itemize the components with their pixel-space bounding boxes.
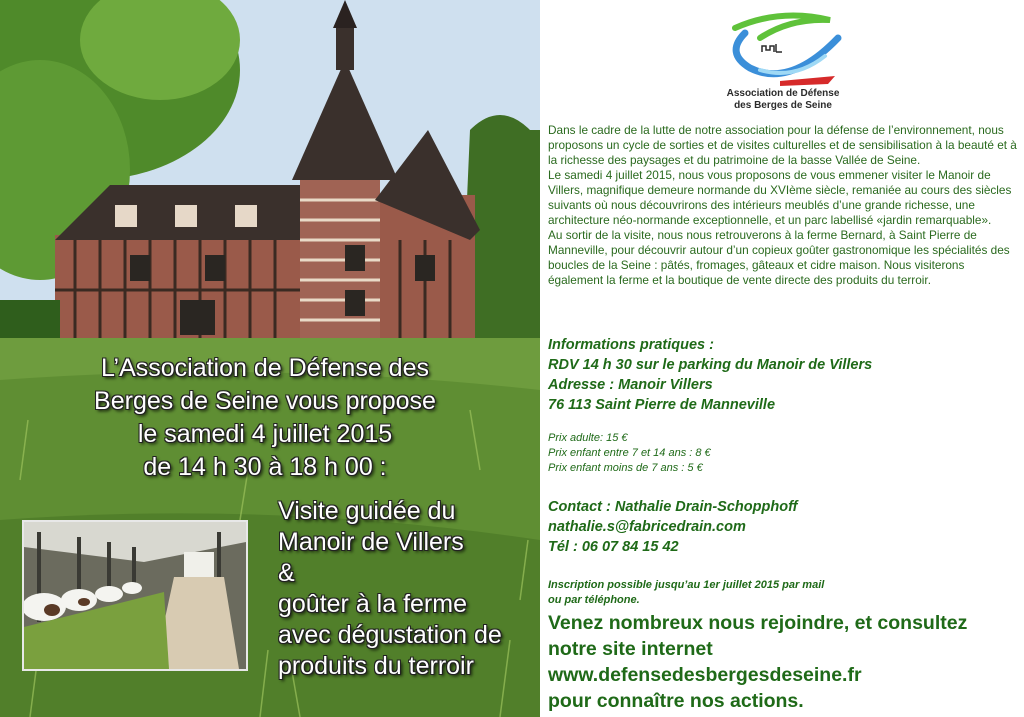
- info-line: RDV 14 h 30 sur le parking du Manoir de Villers: [548, 357, 873, 373]
- info-line: 76 113 Saint Pierre de Manneville: [548, 397, 776, 413]
- info-title: Informations pratiques :: [548, 337, 714, 353]
- intro-text: [548, 123, 1020, 288]
- registration-line: ou par téléphone.: [548, 594, 640, 606]
- headline-line: de 14 h 30 à 18 h 00 :: [143, 453, 387, 481]
- info-panel: [540, 0, 1024, 717]
- visit-line: Manoir de Villers: [278, 528, 464, 556]
- price-item: Prix enfant moins de 7 ans : 5 €: [548, 462, 703, 474]
- visit-line: goûter à la ferme: [278, 590, 467, 618]
- cta-line: Venez nombreux nous rejoindre, et consultez: [548, 612, 968, 634]
- contact-email: nathalie.s@fabricedrain.com: [548, 519, 746, 535]
- price-item: Prix adulte: 15 €: [548, 432, 628, 444]
- cta-line: pour connaître nos actions.: [548, 690, 804, 712]
- farm-inset-photo: [22, 520, 248, 671]
- headline-line: le samedi 4 juillet 2015: [137, 420, 393, 448]
- visit-line: Visite guidée du: [278, 497, 456, 525]
- logo-caption: [708, 88, 858, 112]
- contact-phone: Tél : 06 07 84 15 42: [548, 539, 679, 555]
- visit-line: &: [278, 559, 295, 587]
- event-headline: [60, 352, 470, 484]
- website-url: www.defensedesbergesdeseine.fr: [548, 664, 862, 686]
- contact-name: Contact : Nathalie Drain-Schopphoff: [548, 499, 798, 515]
- visit-line: produits du terroir: [278, 652, 474, 680]
- intro-paragraph: Au sortir de la visite, nous nous retrouverons à la ferme Bernard, à Saint Pierre de Manneville, pour découvrir autour d’un copieux goûter gastronomique les spécialités des boucles de la Seine : pâtés, fromages, gâteaux et cidre maison. Nous visiterons également la ferme et la boutique de vente directe des produits du terroir.: [548, 228, 1010, 287]
- headline-line: L’Association de Défense des: [101, 354, 429, 382]
- price-list: [548, 431, 1018, 476]
- barn-scene: [24, 522, 246, 669]
- headline-line: Berges de Seine vous propose: [94, 387, 436, 415]
- registration-note: [548, 578, 1018, 608]
- intro-paragraph: Le samedi 4 juillet 2015, nous vous proposons de vous emmener visiter le Manoir de Villers, magnifique demeure normande du XVIème siècle, remaniée au cours des siècles suivants où nous découvrirons des intérieurs meublés d’une grande richesse, une architecture néo-normande exceptionnelle, et un parc labellisé «jardin remarquable».: [548, 168, 1012, 227]
- cta-line: notre site internet: [548, 638, 713, 660]
- call-to-action: [548, 610, 1022, 714]
- visit-line: avec dégustation de: [278, 621, 502, 649]
- practical-info: [548, 335, 1018, 415]
- price-item: Prix enfant entre 7 et 14 ans : 8 €: [548, 447, 711, 459]
- contact-info: [548, 497, 1018, 557]
- registration-line: Inscription possible jusqu’au 1er juillet 2015 par mail: [548, 579, 825, 591]
- visit-program: [278, 496, 538, 682]
- logo-caption-line: Association de Défense: [726, 88, 840, 99]
- logo-caption-line: des Berges de Seine: [734, 100, 832, 111]
- intro-paragraph: Dans le cadre de la lutte de notre association pour la défense de l’environnement, nous proposons un cycle de sorties et de visites culturelles et de sensibilisation à la beauté et à la richesse des paysages et du patrimoine de la basse Vallée de Seine.: [548, 123, 1017, 167]
- info-line: Adresse : Manoir Villers: [548, 377, 713, 393]
